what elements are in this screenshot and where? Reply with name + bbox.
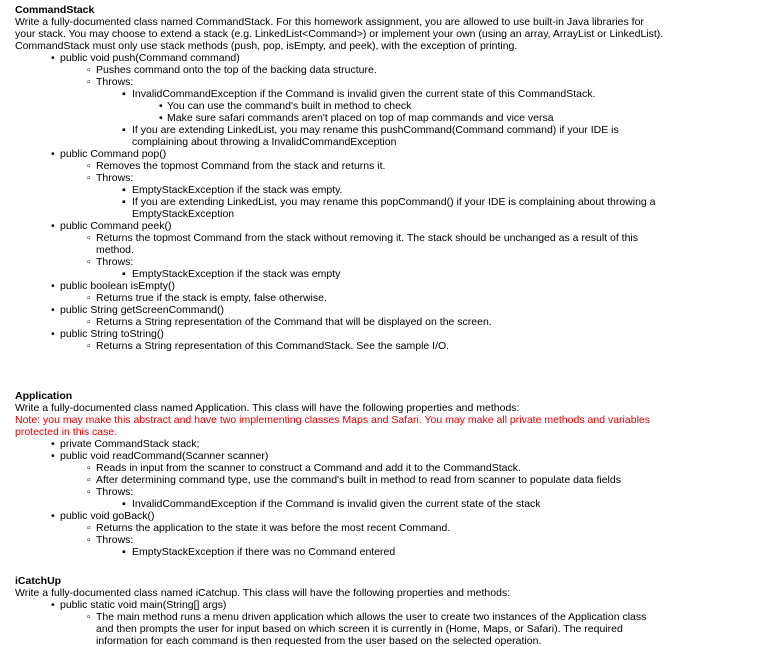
dash-icon: ▫ — [87, 522, 91, 534]
bullet-icon: • — [159, 100, 163, 112]
sub-note: • You can use the command's built in method to check — [159, 100, 412, 112]
throws-item: ▪ InvalidCommandException if the Command is invalid given the current state of the stack — [122, 498, 541, 510]
method-desc: ▫ Returns the application to the state it was before the most recent Command. — [87, 522, 451, 534]
section-title: Application — [15, 390, 73, 402]
dash-icon: ▫ — [87, 160, 91, 172]
section-spacer — [15, 558, 665, 575]
dash-icon: ▫ — [87, 76, 91, 88]
method-desc: ▫ Returns a String representation of this CommandStack. See the sample I/O. — [87, 340, 450, 352]
dash-icon: ▫ — [87, 316, 91, 328]
square-icon: ▪ — [122, 184, 126, 196]
method-desc: ▫ Returns true if the stack is empty, false otherwise. — [87, 292, 327, 304]
dash-icon: ▫ — [87, 292, 91, 304]
section-spacer — [15, 352, 665, 390]
method-peek: • public Command peek() — [51, 220, 172, 232]
bullet-icon: • — [51, 220, 55, 232]
dash-icon: ▫ — [87, 462, 91, 474]
throws-item: ▪ EmptyStackException if the stack was empty. — [122, 184, 343, 196]
bullet-icon: • — [51, 148, 55, 160]
throws-label: ▫ Throws: — [87, 76, 134, 88]
dash-icon: ▫ — [87, 474, 91, 486]
method-isempty: • public boolean isEmpty() — [51, 280, 175, 292]
throws-item: ▪ InvalidCommandException if the Command is invalid given the current state of this CommandStack. — [122, 88, 596, 100]
method-desc: ▫ The main method runs a menu driven application which allows the user to create two instances of the Application class and then prompts the user for input based on which screen it is currently in (Home, Maps, or Safari). The required information for each command is then requested from the user based on the selected operation. — [87, 611, 647, 647]
field-stack: • private CommandStack stack; — [51, 438, 200, 450]
bullet-icon: • — [51, 280, 55, 292]
square-icon: ▪ — [122, 498, 126, 510]
throws-item: ▪ If you are extending LinkedList, you may rename this popCommand() if your IDE is complaining about throwing a EmptyStackException — [122, 196, 656, 220]
throws-item: ▪ EmptyStackException if there was no Command entered — [122, 546, 396, 558]
bullet-icon: • — [51, 510, 55, 522]
bullet-icon: • — [51, 52, 55, 64]
dash-icon: ▫ — [87, 340, 91, 352]
bullet-icon: • — [51, 304, 55, 316]
section-title: iCatchUp — [15, 575, 62, 587]
bullet-icon: • — [51, 328, 55, 340]
method-list — [15, 438, 665, 558]
section-intro: Write a fully-documented class named iCatchup. This class will have the following properties and methods: — [15, 587, 511, 599]
dash-icon: ▫ — [87, 172, 91, 184]
dash-icon: ▫ — [87, 256, 91, 268]
method-push: • public void push(Command command) — [51, 52, 240, 64]
method-main: • public static void main(String[] args) — [51, 599, 227, 611]
sub-note: • Make sure safari commands aren't placed on top of map commands and vice versa — [159, 112, 554, 124]
method-pop: • public Command pop() — [51, 148, 167, 160]
throws-label: ▫ Throws: — [87, 534, 134, 546]
section-note: Note: you may make this abstract and have two implementing classes Maps and Safari. You may make all private methods and variables protected in this case. — [15, 414, 650, 438]
throws-item: ▪ EmptyStackException if the stack was empty — [122, 268, 341, 280]
method-desc: ▫ Removes the topmost Command from the stack and returns it. — [87, 160, 386, 172]
section-application — [15, 390, 665, 558]
bullet-icon: • — [51, 438, 55, 450]
dash-icon: ▫ — [87, 64, 91, 76]
dash-icon: ▫ — [87, 534, 91, 546]
section-icatchup — [15, 575, 665, 647]
section-intro: Write a fully-documented class named Application. This class will have the following properties and methods: — [15, 402, 520, 414]
dash-icon: ▫ — [87, 232, 91, 244]
throws-item: ▪ If you are extending LinkedList, you may rename this pushCommand(Command command) if your IDE is complaining about throwing a InvalidCommandException — [122, 124, 619, 148]
bullet-icon: • — [51, 450, 55, 462]
throws-label: ▫ Throws: — [87, 256, 134, 268]
method-getscreencommand: • public String getScreenCommand() — [51, 304, 224, 316]
dash-icon: ▫ — [87, 611, 91, 623]
method-desc: ▫ Reads in input from the scanner to construct a Command and add it to the CommandStack. — [87, 462, 521, 474]
method-desc: ▫ Pushes command onto the top of the backing data structure. — [87, 64, 377, 76]
square-icon: ▪ — [122, 88, 126, 100]
square-icon: ▪ — [122, 124, 126, 136]
throws-label: ▫ Throws: — [87, 486, 134, 498]
method-list — [15, 52, 665, 352]
method-tostring: • public String toString() — [51, 328, 164, 340]
section-title: CommandStack — [15, 4, 95, 16]
square-icon: ▪ — [122, 546, 126, 558]
method-list — [15, 599, 665, 647]
method-desc: ▫ Returns a String representation of the Command that will be displayed on the screen. — [87, 316, 492, 328]
square-icon: ▪ — [122, 196, 126, 208]
bullet-icon: • — [51, 599, 55, 611]
bullet-icon: • — [159, 112, 163, 124]
method-goback: • public void goBack() — [51, 510, 155, 522]
method-readcommand: • public void readCommand(Scanner scanner) — [51, 450, 269, 462]
square-icon: ▪ — [122, 268, 126, 280]
throws-label: ▫ Throws: — [87, 172, 134, 184]
method-desc: ▫ After determining command type, use the command's built in method to read from scanner to populate data fields — [87, 474, 621, 486]
dash-icon: ▫ — [87, 486, 91, 498]
method-desc: ▫ Returns the topmost Command from the stack without removing it. The stack should be unchanged as a result of this method. — [87, 232, 638, 256]
section-intro: Write a fully-documented class named CommandStack. For this homework assignment, you are allowed to use built-in Java libraries for your stack. You may choose to extend a stack (e.g. LinkedList<Command>) or implement your own (using an array, ArrayList or LinkedList). CommandStack must only use stack methods (push, pop, isEmpty, and peek), with the exception of printing. — [15, 16, 664, 52]
section-commandstack — [15, 4, 665, 352]
